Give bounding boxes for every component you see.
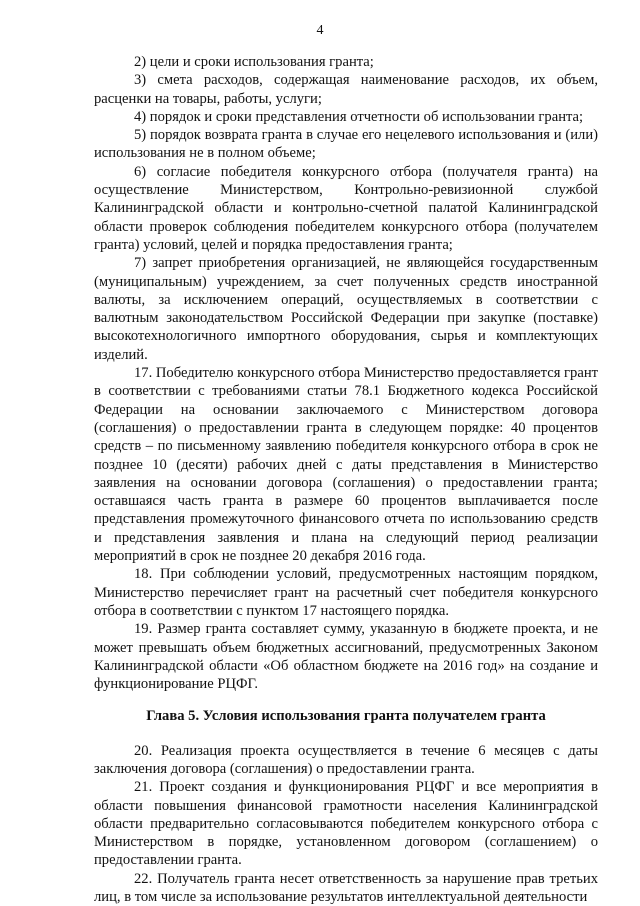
clause-17: 17. Победителю конкурсного отбора Министерство предоставляется грант в соответствии с требованиями статьи 78.1 Бюджетного кодекса Российской Федерации на основании заключаемого с Министерством договора (соглашения) о предоставлении гранта в следующем порядке: 40 процентов средств – по письменному заявлению победителя конкурсного отбора в срок не позднее 10 (десяти) рабочих дней с даты представления в Министерство заявления на основании договора (соглашения) о предоставлении гранта; оставшаяся часть гранта в размере 60 процентов выплачивается после представления промежуточного финансового отчета по использованию средств и представления заявления и плана на следующий период реализации мероприятий в срок не позднее 20 декабря 2016 года. [94,365,599,565]
document-body [94,53,598,906]
paragraph-5-return-order: 5) порядок возврата гранта в случае его нецелевого использования и (или) использования не в полном объеме; [94,127,598,162]
paragraph-7-currency-ban: 7) запрет приобретения организацией, не являющейся государственным (муниципальным) учреждением, за счет полученных средств иностранной валюты, за исключением операций, осуществляемых в соответствии с валютным законодательством Российской Федерации при закупке (поставке) высокотехнологичного импортного оборудования, сырья и комплектующих изделий. [94,255,598,363]
paragraph-6-consent: 6) согласие победителя конкурсного отбора (получателя гранта) на осуществление Министерством, Контрольно-ревизионной службой Калининградской области и контрольно-счетной палатой Калининградской области проверок соблюдения победителем конкурсного отбора (получателем гранта) условий, целей и порядка предоставления гранта; [94,163,598,253]
paragraph-2-goals: 2) цели и сроки использования гранта; [134,54,374,70]
clause-22: 22. Получатель гранта несет ответственность за нарушение прав третьих лиц, в том числе за использование результатов интеллектуальной деятельности [94,870,598,906]
clause-19: 19. Размер гранта составляет сумму, указанную в бюджете проекта, и не может превышать объем бюджетных ассигнований, предусмотренных Законом Калининградской области «Об областном бюджете на 2016 год» на создание и функционирование РЦФГ. [94,621,598,693]
page-number: 4 [316,23,324,38]
paragraph-4-reporting: 4) порядок и сроки представления отчетности об использовании гранта; [134,108,584,125]
clause-18: 18. При соблюдении условий, предусмотренных настоящим порядком, Министерство перечисляет грант на расчетный счет победителя конкурсного отбора в соответствии с пунктом 17 настоящего порядка. [94,566,598,619]
chapter-5-heading: Глава 5. Условия использования гранта получателем гранта [146,708,546,725]
paragraph-3-budget-estimate: 3) смета расходов, содержащая наименование расходов, их объем, расценки на товары, работы, услуги; [94,72,598,107]
clause-20: 20. Реализация проекта осуществляется в течение 6 месяцев с даты заключения договора (соглашения) о предоставлении гранта. [94,742,598,777]
clause-21: 21. Проект создания и функционирования РЦФГ и все мероприятия в области повышения финансовой грамотности населения Калининградской области предварительно согласовываются победителем конкурсного отбора с Министерством в порядке, установленном договором (соглашением) о предоставлении гранта. [94,779,598,869]
